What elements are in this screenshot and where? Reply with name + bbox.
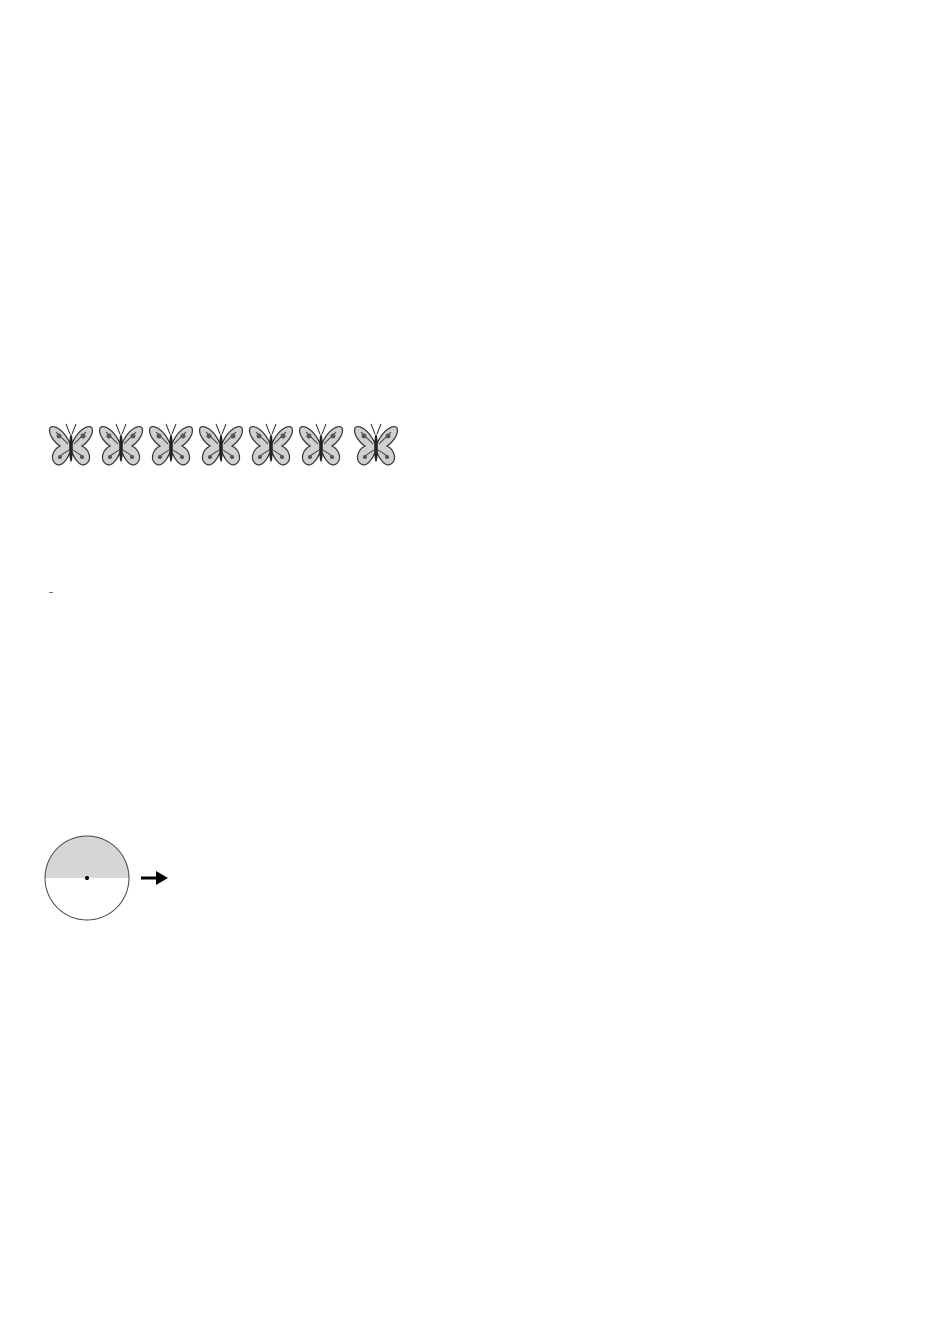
question-3 <box>46 583 56 600</box>
arrow-right-icon <box>141 871 168 885</box>
divided-circle <box>45 836 129 920</box>
question-1 <box>46 422 401 470</box>
butterfly-icon <box>48 422 94 470</box>
fraction <box>49 590 53 595</box>
circle-to-rectangle-figure <box>44 835 306 923</box>
butterfly-icon <box>98 422 144 470</box>
fraction-denominator <box>49 593 53 595</box>
butterfly-icon <box>198 422 244 470</box>
butterfly-icon <box>353 422 399 470</box>
butterfly-icon <box>298 422 344 470</box>
butterfly-icon <box>248 422 294 470</box>
butterfly-icon <box>148 422 194 470</box>
butterfly-row <box>46 437 351 454</box>
